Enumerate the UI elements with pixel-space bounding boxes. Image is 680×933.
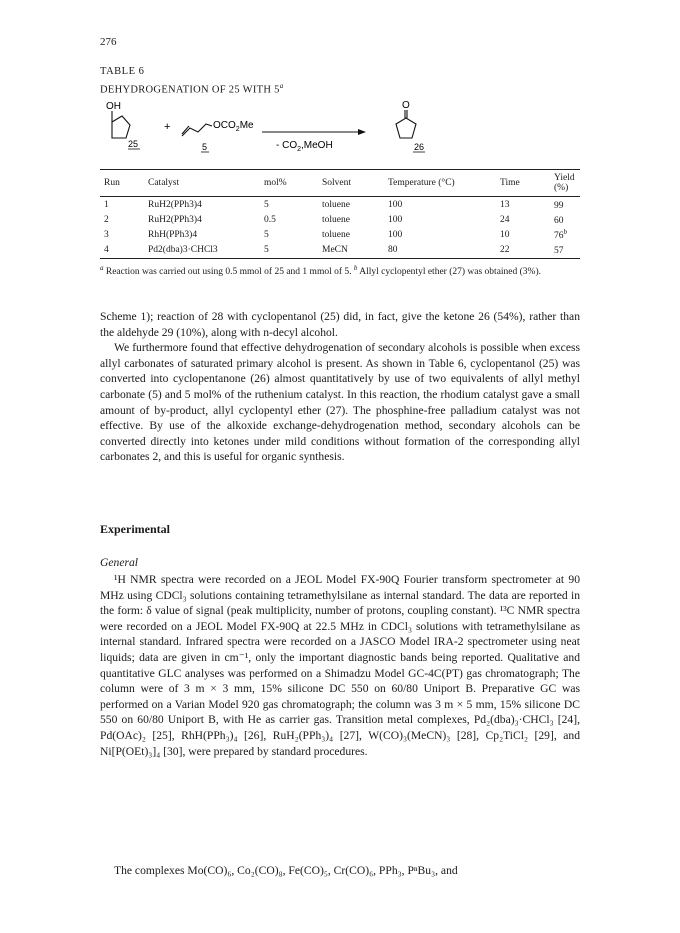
cell-mol: 5 [264, 199, 269, 210]
page-number: 276 [100, 36, 117, 48]
cyclopentanone-structure [396, 110, 416, 138]
cell-yield: 99 [554, 201, 564, 212]
cell-yield: 76$^b$ [554, 228, 567, 242]
cell-catalyst: RuH2(PPh3)4 [148, 199, 202, 210]
plus-sign: + [164, 121, 171, 133]
reactant2-number: 5 [202, 142, 208, 152]
paragraph-1: Scheme 1); reaction of 28 with cyclopentanol (25) did, in fact, give the ketone 26 (54%), rather than the aldehyde 29 (10%), along with n-decyl alcohol. [100, 310, 580, 339]
cell-time: 10 [500, 229, 510, 240]
cell-catalyst: RuH2(PPh3)4 [148, 214, 202, 225]
cell-catalyst: RhH(PPh3)4 [148, 229, 198, 240]
cell-solvent: toluene [322, 199, 350, 210]
footnote-a: Reaction was carried out using 0.5 mmol of 25 and 1 mmol of 5. [103, 267, 354, 278]
cell-temperature: 100 [388, 229, 403, 240]
cell-temperature: 80 [388, 245, 398, 256]
table-caption [100, 82, 284, 96]
carbonate-label: $OCO_2Me$ [213, 120, 254, 133]
cell-solvent: MeCN [322, 245, 348, 256]
table-row [100, 242, 580, 258]
paragraph-3-block [100, 572, 580, 759]
table-footnote [100, 262, 580, 279]
cell-run: 1 [104, 199, 109, 210]
header-solvent: Solvent [322, 178, 352, 188]
table-row [100, 212, 580, 227]
cell-temperature: 100 [388, 199, 403, 210]
results-table [100, 169, 580, 259]
paragraph-3: ¹H NMR spectra were recorded on a JEOL Model FX-90Q Fourier transform spectrometer at 90 MHz using CDCl₃ solutions containing tetramethylsilane as internal standard. The data are reported in the form: δ value of signal (peak multiplicity, number of protons, coupling constant). ¹³C NMR spectra were recorded on a JEOL Model FX-90Q at 22.5 MHz in CDCl₃ solutions with tetramethylsilane as internal standard. Infrared spectra were recorded on a JASCO Model IRA-2 spectrometer using neat liquids; data are given in cm⁻¹, only the important diagnostic bands being reported. Qualitative and quantitative GLC analyses was performed on a Shimadzu Model GC-4C(PT) gas chromatograph; The column were of 3 m × 3 mm, 15% silicone DC 550 on 60/80 Uniport B. Preparative GC was performed on a Varian Model 920 gas chromatograph; the column was 3 m × 5 mm, 15% silicone DC 550 on 60/80 Uniport B, with He as carrier gas. Transition metal complexes, Pd₂(dba)₃·CHCl₃ [24], Pd(OAc)₂ [25], RhH(PPh₃)₄ [26], RuH₂(PPh₃)₄ [27], W(CO)₃(MeCN)₃ [28], Cp₂TiCl₂ [29], and Ni[P(OEt)₃]₄ [30], were prepared by standard procedures. [100, 573, 580, 758]
cell-solvent: toluene [322, 229, 350, 240]
header-yield: Yield (%) [554, 173, 575, 193]
cell-mol: 5 [264, 229, 269, 240]
subsection-heading-general: General [100, 556, 138, 569]
footnote-b-mark: b [353, 264, 358, 272]
header-catalyst: Catalyst [148, 178, 180, 188]
paragraph-4: The complexes Mo(CO)₆, Co₂(CO)₈, Fe(CO)₅, Cr(CO)₆, PPh₃, PⁿBu₃, and [114, 864, 458, 877]
cyclopentanol-structure [112, 111, 130, 138]
body-text-block [100, 309, 580, 465]
carbonyl-label: O [402, 100, 410, 111]
footnote-b: Allyl cyclopentyl ether (27) was obtained (3%). [357, 267, 542, 278]
table-body [100, 197, 580, 259]
hydroxyl-label: OH [106, 101, 121, 112]
table-caption-mark: a [279, 82, 284, 90]
yield-mark: b [563, 228, 567, 237]
reaction-scheme-drawing [100, 98, 580, 162]
table-caption-text: DEHYDROGENATION OF 25 WITH 5 [100, 84, 280, 96]
table-label: TABLE 6 [100, 66, 145, 77]
cell-mol: 5 [264, 245, 269, 256]
cell-catalyst: Pd2(dba)3·CHCl3 [148, 245, 218, 256]
cell-mol: 0.5 [264, 214, 276, 225]
cell-time: 22 [500, 245, 510, 256]
header-time: Time [500, 178, 520, 188]
cell-yield: 57 [554, 246, 564, 257]
allyl-carbonate-structure [182, 124, 212, 136]
table-header-row [100, 170, 580, 197]
header-mol: mol% [264, 178, 287, 188]
cell-run: 4 [104, 245, 109, 256]
cell-yield: 60 [554, 216, 564, 227]
table-row [100, 197, 580, 213]
table-row [100, 227, 580, 242]
section-heading-experimental: Experimental [100, 522, 170, 536]
reactant1-number: 25 [128, 139, 139, 149]
cell-time: 13 [500, 199, 510, 210]
cell-solvent: toluene [322, 214, 350, 225]
paragraph-2: We furthermore found that effective dehydrogenation of secondary alcohols is possible when excess allyl carbonates of saturated primary alcohol is present. As shown in Table 6, cyclopentanol (25) was converted into cyclopentanone (26) almost quantitatively by use of two equivalents of allyl methyl carbonate (5) and 5 mol% of the ruthenium catalyst. In this reaction, the rhodium catalyst gave a small amount of by-product, allyl cyclopentyl ether (27). The phosphine-free palladium catalyst was not effective. By use of the alkoxide exchange-dehydrogenation method, secondary alcohols can be converted directly into ketones under mild conditions without formation of the corresponding allyl carbonates 2, and this is useful for organic synthesis. [100, 341, 580, 464]
reaction-arrow [262, 129, 366, 135]
paragraph-4-block [100, 863, 580, 879]
header-run: Run [104, 178, 120, 188]
byproduct-label: - $CO_2,MeOH$ [276, 140, 333, 153]
cell-temperature: 100 [388, 214, 403, 225]
cell-run: 3 [104, 229, 109, 240]
cell-run: 2 [104, 214, 109, 225]
cell-time: 24 [500, 214, 510, 225]
product-number: 26 [414, 142, 425, 152]
header-temperature: Temperature (°C) [388, 178, 455, 188]
reaction-scheme [100, 98, 580, 162]
footnote-a-mark: a [100, 264, 104, 272]
